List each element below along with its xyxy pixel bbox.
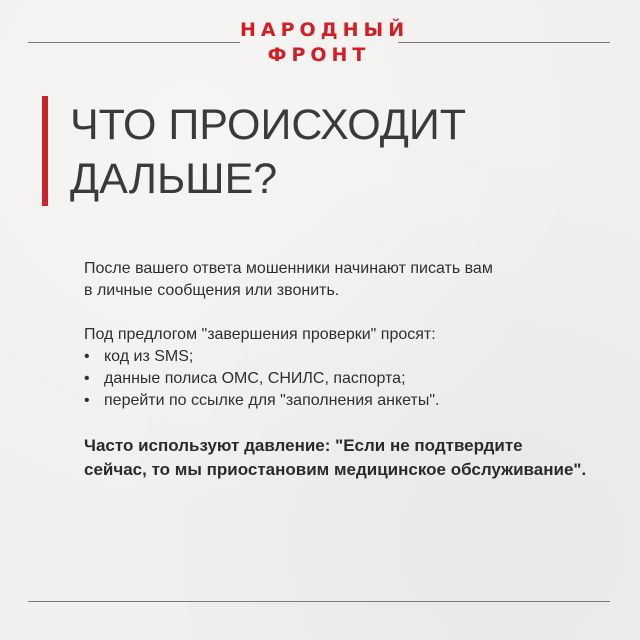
- logo: [240, 18, 410, 68]
- list-item: • перейти по ссылке для "заполнения анкеты".: [84, 390, 614, 412]
- page-title-line-2: ДАЛЬШЕ?: [70, 155, 278, 203]
- intro-line-2: в личные сообщения или звонить.: [84, 282, 340, 299]
- warning-line-1: Часто используют давление: "Если не подтвердите: [84, 436, 523, 455]
- warning-paragraph: [84, 434, 614, 482]
- spacer: [84, 302, 614, 324]
- page-title-line-1: ЧТО ПРОИСХОДИТ: [70, 101, 467, 149]
- pretext-paragraph: Под предлогом "завершения проверки" просят:: [84, 326, 436, 343]
- page-title: [70, 98, 590, 206]
- spacer: [84, 412, 614, 434]
- warning-line-2: сейчас, то мы приостановим медицинское обслуживание".: [84, 460, 587, 479]
- logo-line-1: НАРОДНЫЙ: [240, 19, 410, 41]
- body-text: [84, 258, 614, 482]
- heading-accent-bar: [42, 96, 48, 206]
- list-item: • код из SMS;: [84, 346, 614, 368]
- logo-line-2: ФРОНТ: [267, 44, 371, 66]
- top-left-divider: [28, 42, 240, 43]
- intro-paragraph: [84, 258, 614, 302]
- bottom-divider: [28, 601, 610, 602]
- requests-list: [84, 346, 614, 412]
- list-item: • данные полиса ОМС, СНИЛС, паспорта;: [84, 368, 614, 390]
- top-right-divider: [398, 42, 610, 43]
- intro-line-1: После вашего ответа мошенники начинают писать вам: [84, 260, 493, 277]
